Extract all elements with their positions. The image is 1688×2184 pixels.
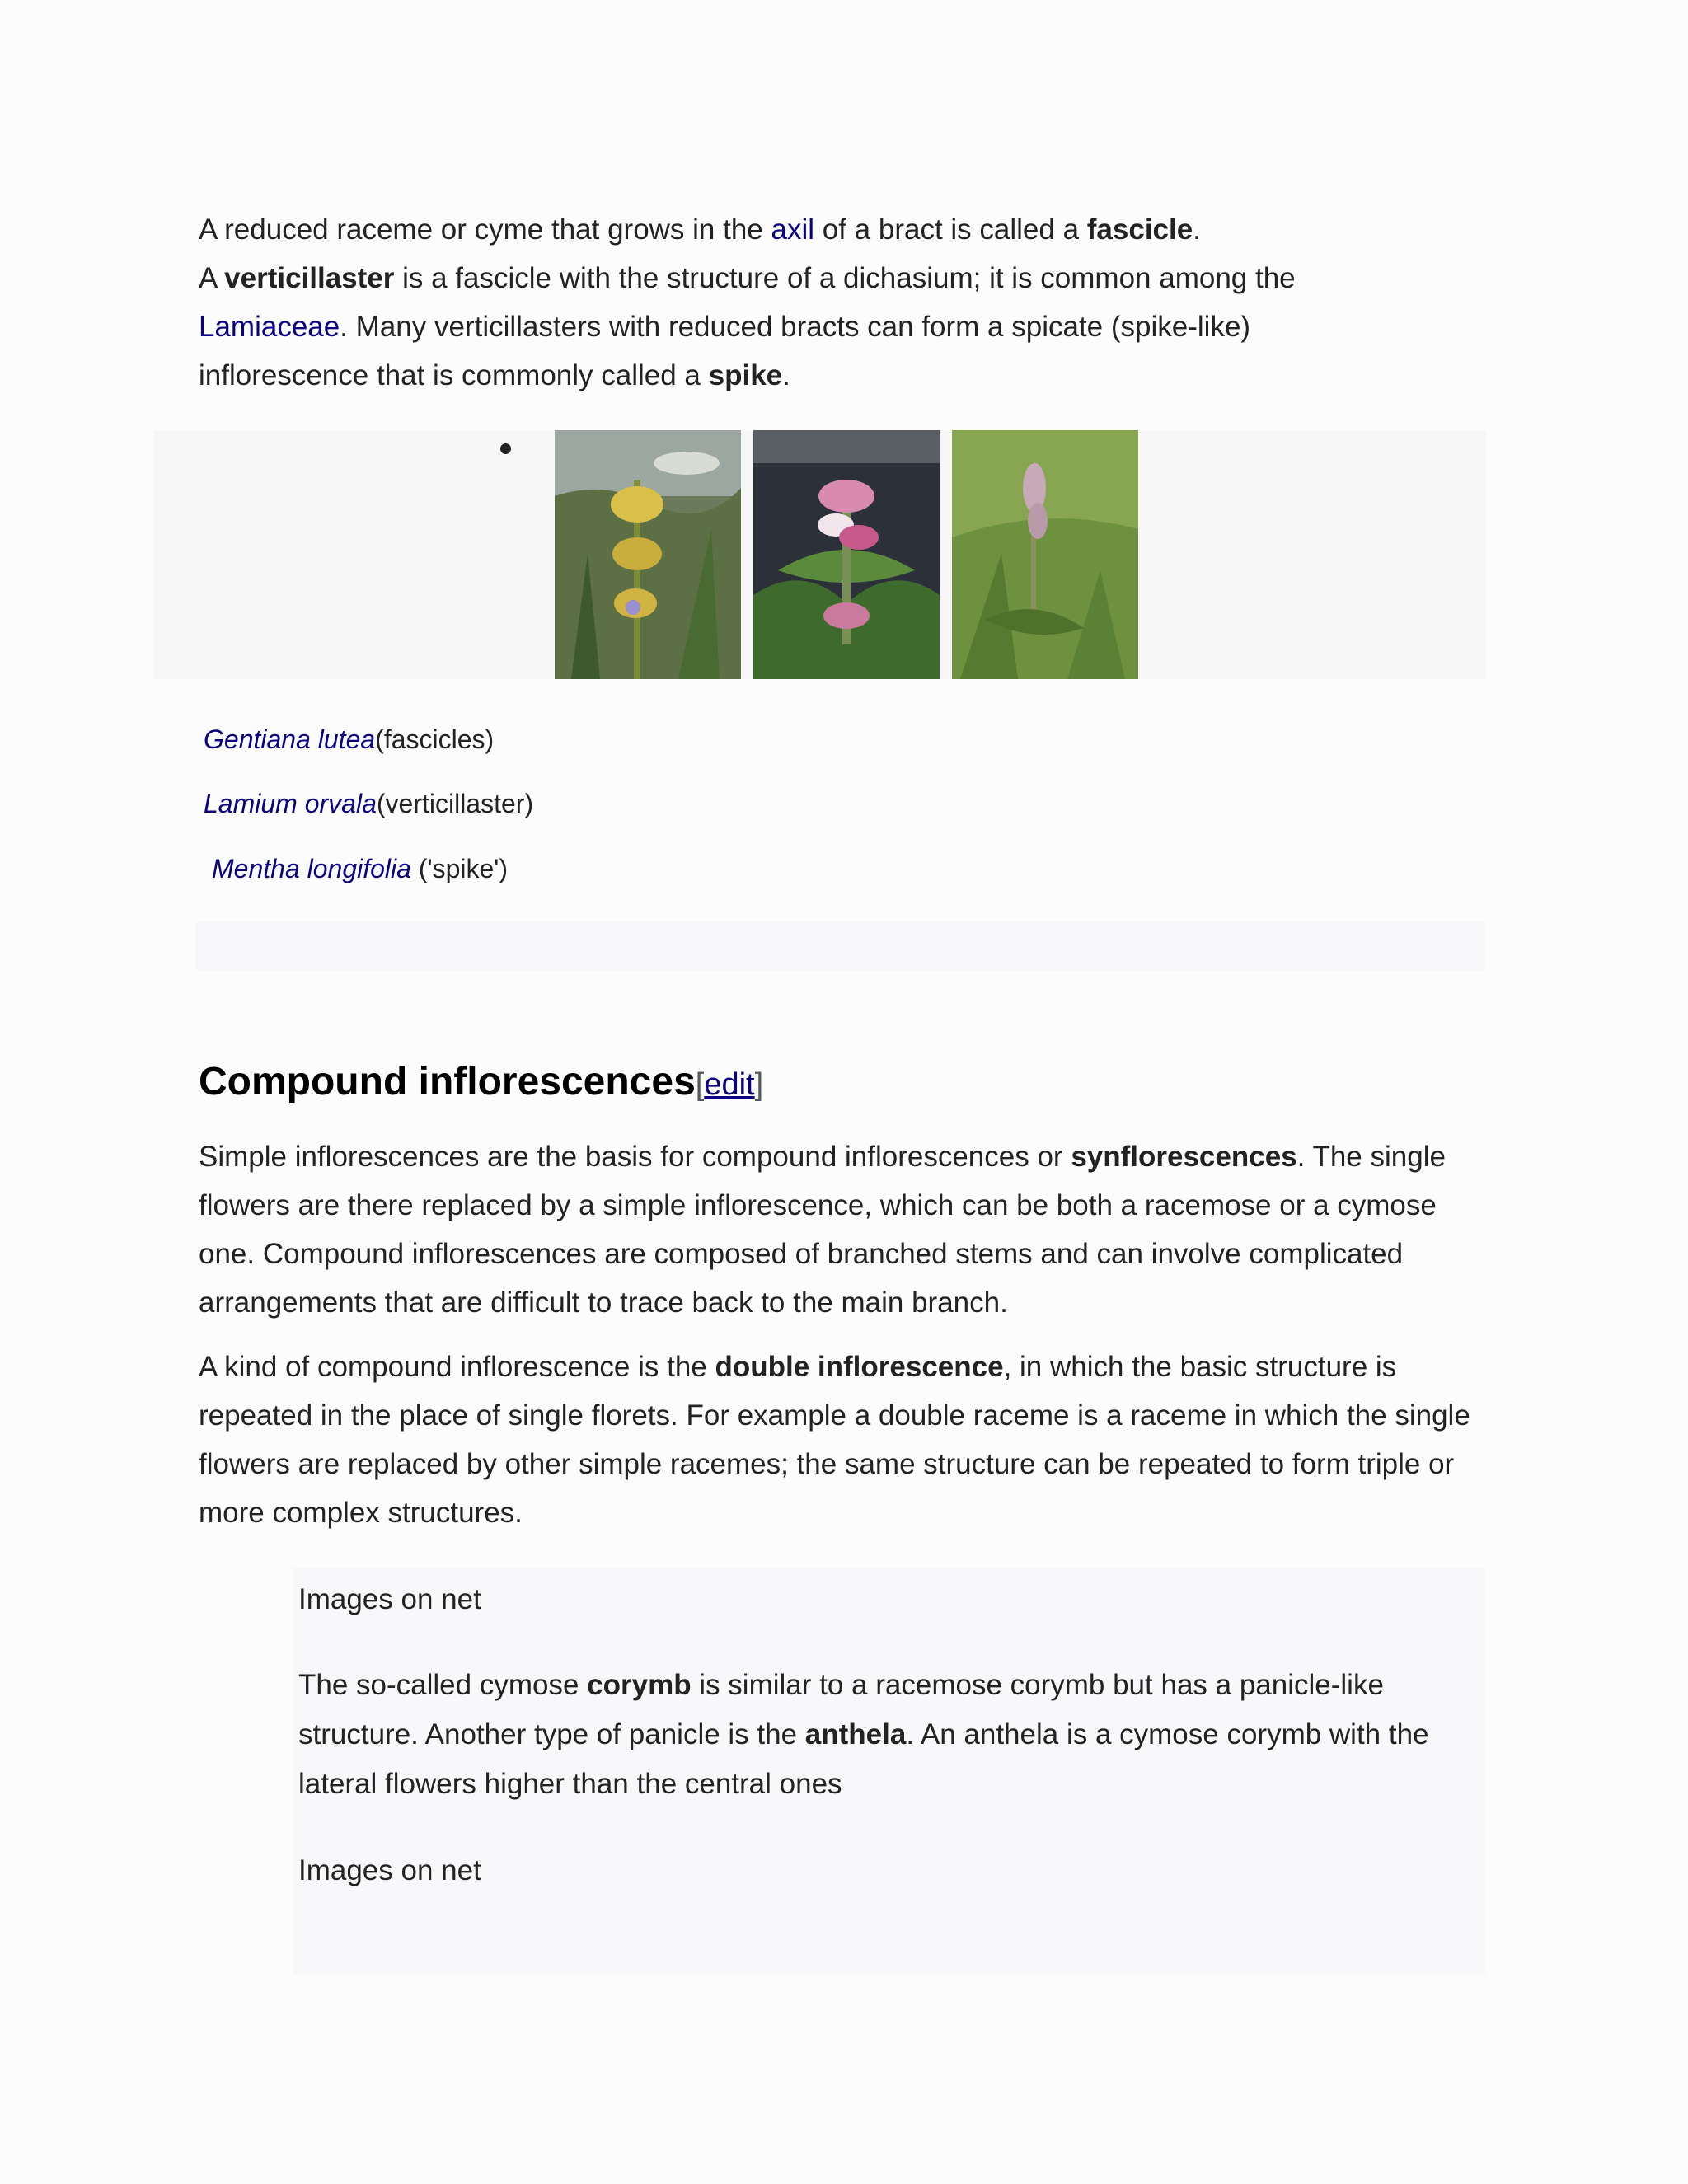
- fascicle-term: fascicle: [1086, 213, 1193, 246]
- corymb-term: corymb: [587, 1669, 692, 1701]
- spike-term: spike: [708, 359, 783, 391]
- caption-note: (fascicles): [375, 724, 495, 754]
- lamium-photo[interactable]: [753, 430, 940, 679]
- section-heading: [199, 1053, 763, 1113]
- intro-paragraph: [199, 205, 1402, 400]
- intro-text: . Many verticillasters with reduced bracts can form a spicate (spike-like) inflorescence that is commonly called a: [199, 311, 1251, 391]
- images-on-net-label: Images on net: [298, 1854, 481, 1886]
- intro-text: A: [199, 262, 225, 294]
- box-text: is similar to a racemose corymb but has a panicle-like structure. Another type of panicle is the: [298, 1669, 1384, 1750]
- caption-lamium: [204, 787, 533, 820]
- caption-note: (verticillaster): [376, 789, 534, 818]
- species-link[interactable]: Mentha longifolia: [212, 854, 411, 883]
- mentha-photo[interactable]: [952, 430, 1138, 679]
- box-text: The so-called cymose: [298, 1669, 588, 1701]
- caption-note: ('spike'): [410, 854, 509, 883]
- edit-section: [696, 1067, 763, 1102]
- paragraph-text: Simple inflorescences are the basis for compound inflorescences or: [199, 1141, 1071, 1173]
- axil-link[interactable]: axil: [771, 213, 815, 246]
- list-bullet: [500, 443, 511, 454]
- images-on-net-label: Images on net: [298, 1583, 481, 1615]
- bracket: [: [695, 1067, 705, 1102]
- caption-gentiana: [204, 723, 494, 756]
- double-inflorescence-term: double inflorescence: [715, 1351, 1004, 1383]
- anthela-term: anthela: [804, 1718, 907, 1750]
- paragraph-text: A kind of compound inflorescence is the: [199, 1351, 715, 1383]
- paragraph-synflorescences: [199, 1132, 1486, 1327]
- bracket: ]: [754, 1067, 764, 1102]
- gentiana-photo[interactable]: [555, 430, 741, 679]
- intro-text: is a fascicle with the structure of a dichasium; it is common among the: [394, 262, 1296, 294]
- intro-text: of a bract is called a: [814, 213, 1087, 246]
- gallery-footer: [195, 921, 1484, 971]
- species-link[interactable]: Lamium orvala: [204, 789, 377, 818]
- paragraph-double-inflorescence: [199, 1343, 1486, 1537]
- paragraph-text: . The single flowers are there replaced by a simple inflorescence, which can be both a racemose or a cymose one. Compound inflorescences are composed of branched stems and can involve complicated arrangements that are difficult to trace back to the main branch.: [199, 1141, 1446, 1319]
- intro-text: .: [782, 359, 790, 391]
- box-text: . An anthela is a cymose corymb with the lateral flowers higher than the central ones: [298, 1718, 1429, 1800]
- lamiaceae-link[interactable]: Lamiaceae: [199, 311, 340, 343]
- synflorescences-term: synflorescences: [1071, 1141, 1297, 1173]
- edit-link[interactable]: edit: [704, 1067, 755, 1102]
- corymb-paragraph: [298, 1661, 1452, 1809]
- verticillaster-term: verticillaster: [224, 262, 395, 294]
- intro-text: .: [1193, 213, 1201, 246]
- paragraph-text: , in which the basic structure is repeated in the place of single florets. For example a double raceme is a raceme in which the single flowers are replaced by other simple racemes; the same structure can be repeated to form triple or more complex structures.: [199, 1351, 1470, 1529]
- species-link[interactable]: Gentiana lutea: [204, 724, 376, 754]
- section-title: Compound inflorescences: [199, 1060, 696, 1104]
- intro-text: A reduced raceme or cyme that grows in the: [199, 213, 771, 246]
- caption-mentha: [212, 852, 508, 885]
